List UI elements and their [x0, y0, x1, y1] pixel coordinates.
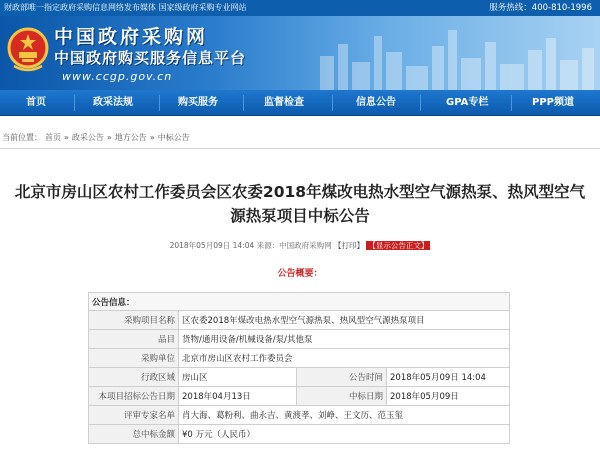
nav-divider — [332, 95, 333, 111]
nav-item-gpa[interactable]: GPA专栏 — [446, 97, 489, 108]
nav-item-supervision[interactable]: 监督检查 — [264, 97, 304, 108]
breadcrumb-separator: » — [106, 133, 112, 142]
purchasing-unit-value: 北京市房山区农村工作委员会 — [179, 349, 510, 368]
topbar-tagline: 财政部唯一指定政府采购信息网络发布媒体 国家级政府采购专业网站 — [4, 3, 247, 12]
table-row — [89, 330, 510, 349]
print-link[interactable]: 【打印】 — [334, 241, 365, 250]
total-amount-value: ¥0 万元（人民币） — [179, 425, 510, 444]
category-value: 货物/通用设备/机械设备/泵/其他泵 — [179, 330, 510, 349]
region-value: 房山区 — [179, 368, 297, 387]
nav-divider — [511, 95, 512, 111]
national-emblem-icon — [6, 26, 50, 74]
table-row — [89, 387, 510, 406]
breadcrumb-link-local[interactable]: 地方公告 — [114, 133, 147, 142]
project-name-label: 采购项目名称 — [89, 311, 179, 330]
show-original-button[interactable]: 【显示公告正文】 — [368, 241, 429, 250]
table-row — [89, 349, 510, 368]
breadcrumb-link-announcements[interactable]: 政采公告 — [71, 133, 104, 142]
table-row — [89, 311, 510, 330]
nav-item-regulations[interactable]: 政采法规 — [93, 97, 133, 108]
breadcrumb-prefix: 当前位置： — [2, 133, 42, 142]
breadcrumb — [2, 132, 193, 143]
site-url: www.ccgp.gov.cn — [62, 70, 173, 83]
city-skyline-graphic — [300, 16, 600, 90]
region-label: 行政区域 — [89, 368, 179, 387]
table-header: 公告信息： — [89, 293, 510, 311]
total-amount-label: 总中标金额 — [89, 425, 179, 444]
notice-title-line: 北京市房山区农村工作委员会区农委2018年煤改电热水型空气源热泵、热风型空气 — [14, 183, 586, 201]
tender-date-value: 2018年04月13日 — [179, 387, 297, 406]
nav-divider — [243, 95, 244, 111]
nav-item-ppp[interactable]: PPP频道 — [532, 97, 574, 108]
nav-divider — [420, 95, 421, 111]
notice-meta — [0, 240, 600, 251]
table-row — [89, 406, 510, 425]
breadcrumb-separator: » — [64, 133, 69, 142]
award-date-label: 中标日期 — [297, 387, 387, 406]
top-utility-bar — [0, 0, 600, 16]
breadcrumb-separator: » — [149, 133, 155, 142]
project-name-value: 区农委2018年煤改电热水型空气源热泵、热风型空气源热泵项目 — [179, 311, 510, 330]
site-title: 中国政府采购网 — [54, 26, 209, 48]
service-hotline: 服务热线：400-810-1996 — [489, 3, 592, 13]
notice-title-line: 源热泵项目中标公告 — [230, 207, 370, 225]
tender-date-label: 本项目招标公告日期 — [89, 387, 179, 406]
publish-time-label: 公告时间 — [297, 368, 387, 387]
summary-heading: 公告概要： — [277, 269, 323, 279]
site-subtitle: 中国政府购买服务信息平台 — [54, 49, 247, 67]
nav-divider — [159, 95, 160, 111]
publish-time-value: 2018年05月09日 14:04 — [387, 368, 510, 387]
nav-item-purchase-services[interactable]: 购买服务 — [178, 97, 218, 108]
nav-item-announcements[interactable]: 信息公告 — [356, 97, 396, 108]
site-banner — [0, 16, 600, 90]
breadcrumb-link-home[interactable]: 首页 — [45, 133, 61, 142]
notice-info-table — [88, 292, 510, 444]
nav-divider — [74, 95, 75, 111]
purchasing-unit-label: 采购单位 — [89, 349, 179, 368]
experts-value: 肖大海、葛粉利、曲永吉、黄渡孝、刘峥、王文历、范玉玺 — [179, 406, 510, 425]
category-label: 品目 — [89, 330, 179, 349]
table-row — [89, 293, 510, 311]
award-date-value: 2018年05月09日 — [387, 387, 510, 406]
table-row — [89, 368, 510, 387]
experts-label: 评审专家名单 — [89, 406, 179, 425]
table-row — [89, 425, 510, 444]
notice-title — [10, 180, 590, 228]
notice-date-source: 2018年05月09日 14:04 来源：中国政府采购网 — [169, 241, 332, 250]
nav-item-home[interactable]: 首页 — [26, 97, 46, 108]
breadcrumb-link-award[interactable]: 中标公告 — [157, 133, 190, 142]
main-nav — [0, 90, 600, 116]
